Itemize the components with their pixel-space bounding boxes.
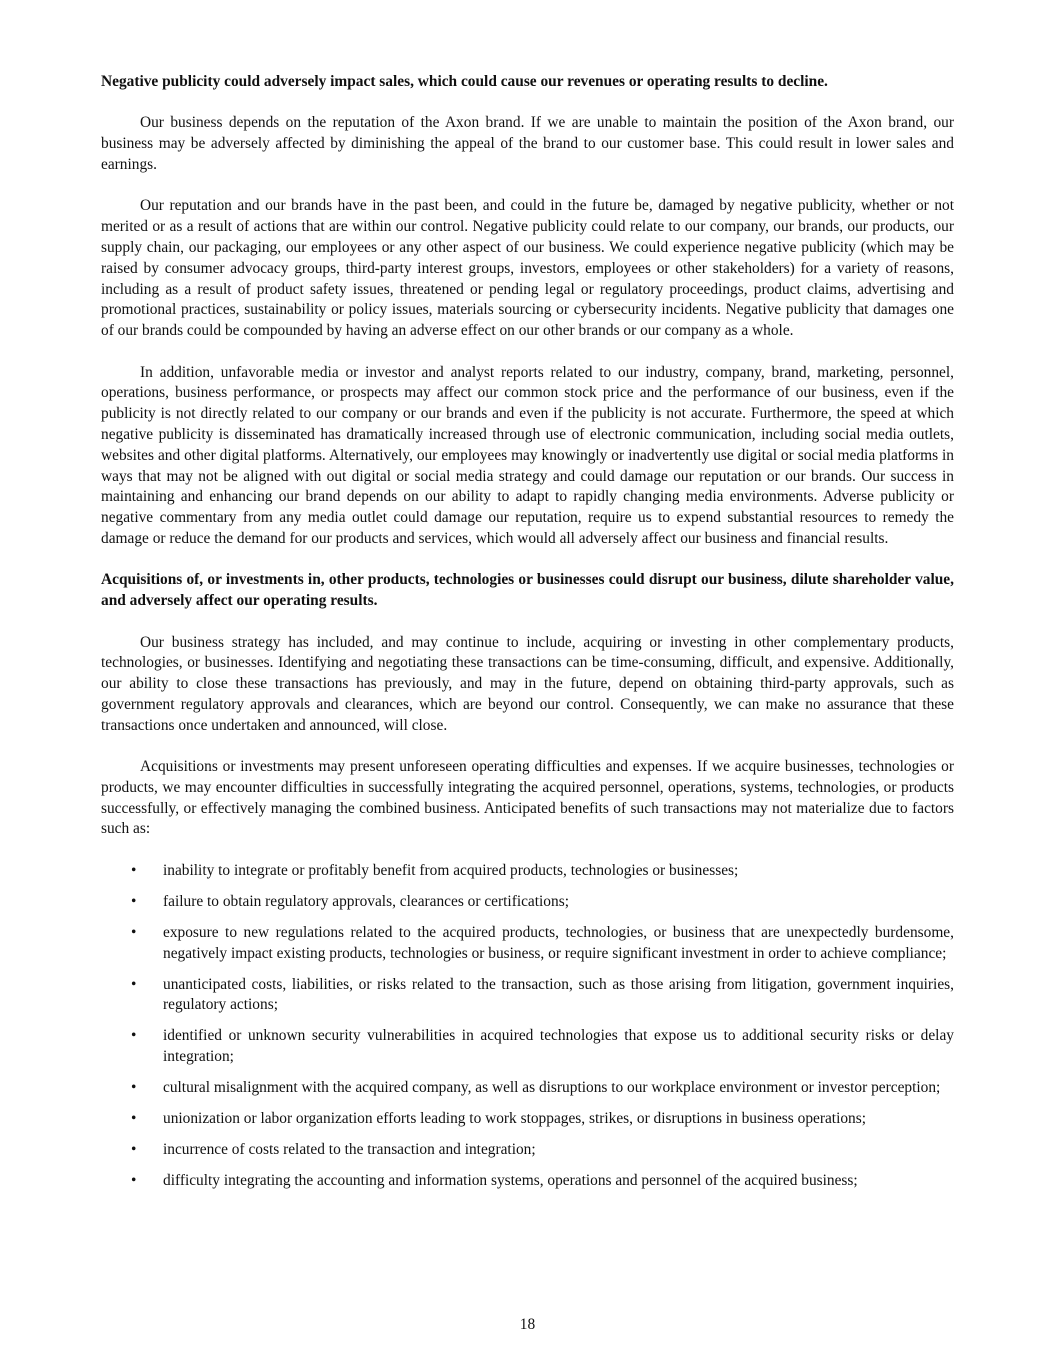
list-item-text: failure to obtain regulatory approvals, clearances or certifications; <box>163 892 569 910</box>
page-number: 18 <box>519 1316 536 1333</box>
list-item-text: incurrence of costs related to the transaction and integration; <box>163 1141 536 1159</box>
list-item <box>101 975 954 1017</box>
paragraph: Our business strategy has included, and may continue to include, acquiring or investing in other complementary products, technologies, or businesses. Identifying and negotiating these transactions can be time-consuming, difficult, and expensive. Additionally, our ability to close these transactions has previously, and may in the future, depend on obtaining third-party approvals, such as government regulatory approvals and clearances, which are beyond our control. Consequently, we can make no assurance that these transactions once undertaken and announced, will close. <box>101 633 954 734</box>
bullet-marker: • <box>131 923 137 941</box>
bullet-marker: • <box>131 1027 137 1045</box>
paragraph: Acquisitions or investments may present unforeseen operating difficulties and expenses. If we acquire businesses, technologies or products, we may encounter difficulties in successfully integrating the acquired personnel, operations, systems, technologies, or products successfully, or effectively managing the combined business. Anticipated benefits of such transactions may not materialize due to factors such as: <box>101 758 954 838</box>
bullet-marker: • <box>131 861 137 879</box>
list-item <box>101 1140 954 1161</box>
section-heading-negative-publicity: Negative publicity could adversely impact sales, which could cause our revenues or operating results to decline. <box>101 73 828 90</box>
paragraph: In addition, unfavorable media or investor and analyst reports related to our industry, company, brand, marketing, personnel, operations, business performance, or prospects may affect our common stock price and the performance of our business, even if the publicity is not directly related to our company or our brands and even if the publicity is not accurate. Furthermore, the speed at which negative publicity is disseminated has dramatically increased through use of electronic communication, including social media outlets, websites and other digital platforms. Alternatively, our employees may knowingly or inadvertently use digital or social media platforms in ways that may not be aligned with out digital or social media strategy and could damage our reputation or our brands. Our success in maintaining and enhancing our brand depends on our ability to adapt to rapidly changing media environments. Adverse publicity or negative commentary from any media outlet could damage our reputation, require us to expend substantial resources to remedy the damage or reduce the demand for our products and services, which would all adversely affect our business and financial results. <box>101 363 954 547</box>
paragraph: Our reputation and our brands have in the past been, and could in the future be, damaged by negative publicity, whether or not merited or as a result of actions that are within our control. Negative publicity could relate to our company, our brands, our products, our supply chain, our packaging, our employees or any other aspect of our business. We could experience negative publicity (which may be raised by consumer advocacy groups, third-party interest groups, investors, employees or other stakeholders) for a variety of reasons, including as a result of product safety issues, threatened or pending legal or regulatory proceedings, product claims, advertising and promotional practices, sustainability or policy issues, materials sourcing or cybersecurity incidents. Negative publicity that damages one of our brands could be compounded by having an adverse effect on our other brands or our company as a whole. <box>101 197 954 340</box>
list-item <box>101 892 954 913</box>
list-item <box>101 1171 954 1192</box>
bullet-marker: • <box>131 892 137 910</box>
document-page <box>101 72 954 1202</box>
list-item-text: difficulty integrating the accounting and information systems, operations and personnel of the acquired business; <box>163 1172 858 1190</box>
list-item <box>101 1026 954 1068</box>
list-item-text: unionization or labor organization efforts leading to work stoppages, strikes, or disruptions in business operations; <box>163 1110 867 1128</box>
bullet-marker: • <box>131 975 137 993</box>
section-heading-acquisitions: Acquisitions of, or investments in, other products, technologies or businesses could disrupt our business, dilute shareholder value, and adversely affect our operating results. <box>101 571 954 610</box>
list-item <box>101 1078 954 1099</box>
list-item-text: inability to integrate or profitably benefit from acquired products, technologies or businesses; <box>163 861 739 879</box>
bullet-marker: • <box>131 1079 137 1097</box>
list-item-text: cultural misalignment with the acquired company, as well as disruptions to our workplace environment or investor perception; <box>163 1079 941 1097</box>
list-item <box>101 861 954 882</box>
list-item-text: exposure to new regulations related to the acquired products, technologies, or business that are unexpectedly burdensome, negatively impact existing products, technologies or business, or require significant investment in order to achieve compliance; <box>163 923 954 962</box>
list-item <box>101 1109 954 1130</box>
risk-factor-list <box>101 861 954 1192</box>
paragraph: Our business depends on the reputation of the Axon brand. If we are unable to maintain the position of the Axon brand, our business may be adversely affected by diminishing the appeal of the brand to our customer base. This could result in lower sales and earnings. <box>101 114 954 173</box>
list-item-text: identified or unknown security vulnerabilities in acquired technologies that expose us to additional security risks or delay integration; <box>163 1027 954 1066</box>
list-item-text: unanticipated costs, liabilities, or risks related to the transaction, such as those arising from litigation, government inquiries, regulatory actions; <box>163 975 954 1014</box>
bullet-marker: • <box>131 1172 137 1190</box>
bullet-marker: • <box>131 1141 137 1159</box>
bullet-marker: • <box>131 1110 137 1128</box>
list-item <box>101 923 954 965</box>
